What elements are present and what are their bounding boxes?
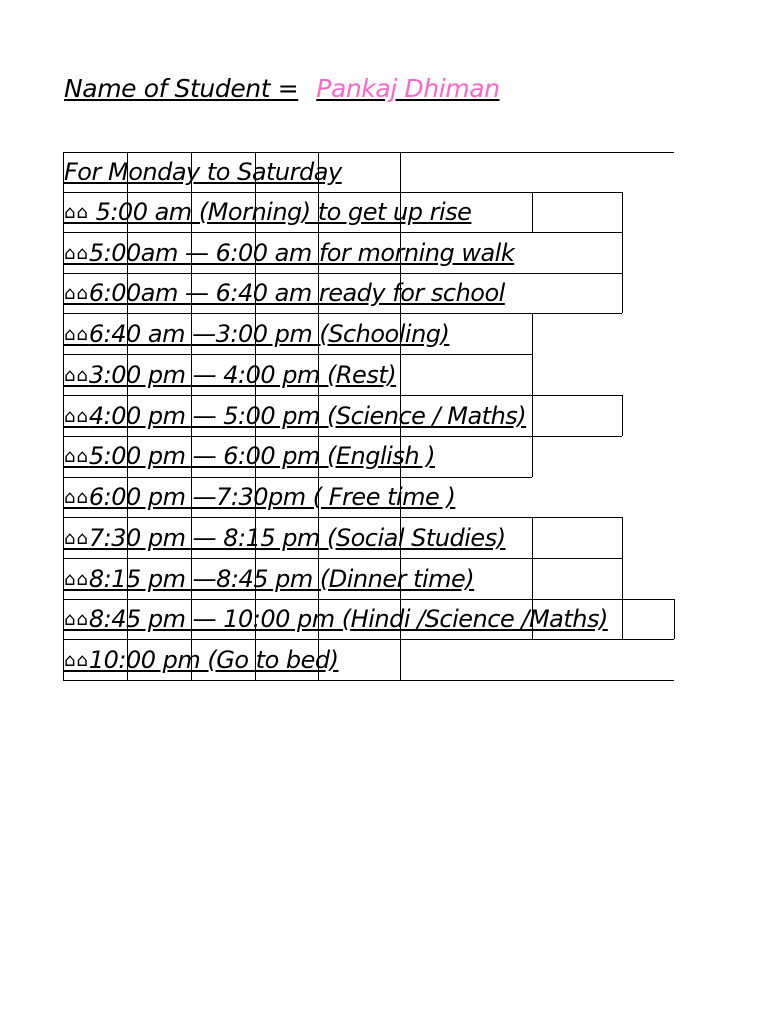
schedule-item-text: 8:15 pm —8:45 pm (Dinner time) <box>88 565 475 593</box>
missing-glyph-icon: ⌂⌂ <box>64 324 89 345</box>
schedule-item-text: 5:00 pm — 6:00 pm (English ) <box>88 442 436 470</box>
schedule-item-text: 6:40 am —3:00 pm (Schooling) <box>88 320 450 348</box>
missing-glyph-icon: ⌂⌂ <box>64 528 89 549</box>
schedule-item-text: 6:00 pm —7:30pm ( Free time ) <box>88 483 456 511</box>
schedule-item <box>64 518 506 559</box>
schedule-item <box>64 436 435 477</box>
schedule-item <box>64 599 608 640</box>
schedule-item <box>64 314 449 355</box>
schedule-item <box>64 233 514 274</box>
missing-glyph-icon: ⌂⌂ <box>64 487 89 508</box>
schedule-item-text: 6:00am — 6:40 am ready for school <box>88 279 505 307</box>
schedule-item <box>64 477 455 518</box>
schedule-item-text: 5:00am — 6:00 am for morning walk <box>88 239 515 267</box>
schedule-item <box>64 559 474 600</box>
schedule-item <box>64 273 505 314</box>
missing-glyph-icon: ⌂⌂ <box>64 609 89 630</box>
missing-glyph-icon: ⌂⌂ <box>64 446 89 467</box>
schedule-item-text: 5:00 am (Morning) to get up rise <box>95 198 472 226</box>
missing-glyph-icon: ⌂⌂ <box>64 365 89 386</box>
schedule-item-text: 4:00 pm — 5:00 pm (Science / Maths) <box>88 402 527 430</box>
schedule-item <box>64 396 526 437</box>
schedule-item-text: 3:00 pm — 4:00 pm (Rest) <box>88 361 397 389</box>
schedule-item <box>64 355 396 396</box>
schedule-item <box>64 192 471 233</box>
student-name: Pankaj Dhiman <box>316 74 500 103</box>
missing-glyph-icon: ⌂⌂ <box>64 283 89 304</box>
missing-glyph-icon: ⌂⌂ <box>64 406 89 427</box>
missing-glyph-icon: ⌂⌂ <box>64 202 96 223</box>
schedule-item-text: 10:00 pm (Go to bed) <box>88 646 339 674</box>
missing-glyph-icon: ⌂⌂ <box>64 650 89 671</box>
missing-glyph-icon: ⌂⌂ <box>64 243 89 264</box>
schedule-heading: For Monday to Saturday <box>64 158 342 186</box>
schedule-item <box>64 640 339 681</box>
missing-glyph-icon: ⌂⌂ <box>64 569 89 590</box>
schedule-item-text: 7:30 pm — 8:15 pm (Social Studies) <box>88 524 506 552</box>
student-label: Name of Student = <box>64 74 299 103</box>
schedule-item-text: 8:45 pm — 10:00 pm (Hindi /Science /Maths) <box>88 605 608 633</box>
